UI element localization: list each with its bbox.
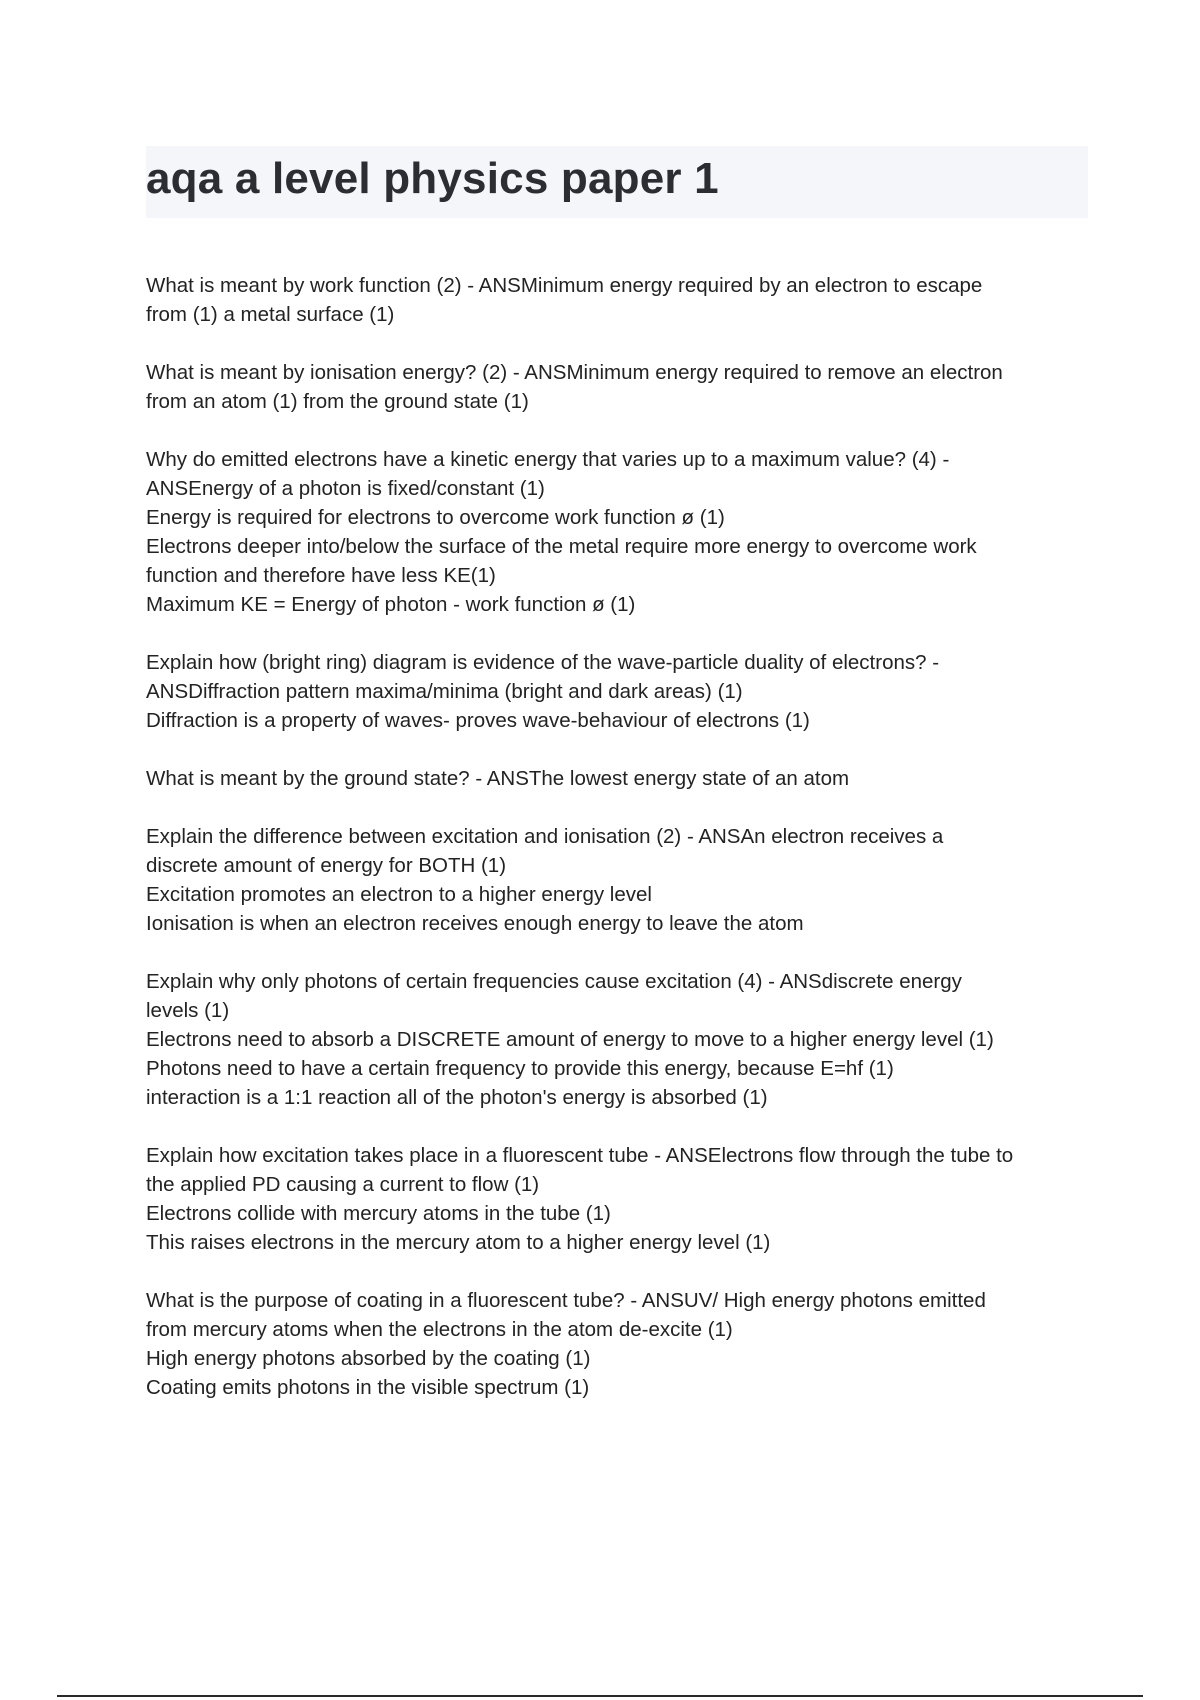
qa-text-line: discrete amount of energy for BOTH (1) <box>146 854 507 877</box>
qa-item <box>146 764 1091 793</box>
qa-text-line: Ionisation is when an electron receives enough energy to leave the atom <box>146 912 804 935</box>
qa-text-line: ANSDiffraction pattern maxima/minima (bright and dark areas) (1) <box>146 680 743 703</box>
qa-item <box>146 271 1091 329</box>
qa-item <box>146 445 1091 619</box>
qa-text-line: Maximum KE = Energy of photon - work function ø (1) <box>146 593 636 616</box>
qa-item <box>146 358 1091 416</box>
title-banner <box>146 146 1088 218</box>
qa-text-line: interaction is a 1:1 reaction all of the photon's energy is absorbed (1) <box>146 1086 768 1109</box>
page-title: aqa a level physics paper 1 <box>146 154 719 203</box>
qa-text-line: from an atom (1) from the ground state (1) <box>146 390 529 413</box>
qa-text-line: What is meant by the ground state? - ANSThe lowest energy state of an atom <box>146 767 850 790</box>
qa-text-line: Explain how (bright ring) diagram is evidence of the wave-particle duality of electrons? - <box>146 651 940 674</box>
qa-text-line: Explain the difference between excitation and ionisation (2) - ANSAn electron receives a <box>146 825 944 848</box>
qa-text-line: from (1) a metal surface (1) <box>146 303 395 326</box>
qa-text-line: ANSEnergy of a photon is fixed/constant (1) <box>146 477 545 500</box>
footer-divider <box>57 1695 1143 1697</box>
qa-item <box>146 967 1091 1112</box>
qa-text-line: Photons need to have a certain frequency to provide this energy, because E=hf (1) <box>146 1057 894 1080</box>
qa-text-line: Electrons deeper into/below the surface of the metal require more energy to overcome work <box>146 535 977 558</box>
qa-text-line: What is the purpose of coating in a fluorescent tube? - ANSUV/ High energy photons emitted <box>146 1289 986 1312</box>
qa-text-line: levels (1) <box>146 999 230 1022</box>
qa-text-line: Energy is required for electrons to overcome work function ø (1) <box>146 506 725 529</box>
qa-text-line: Diffraction is a property of waves- proves wave-behaviour of electrons (1) <box>146 709 810 732</box>
qa-item <box>146 1141 1091 1257</box>
qa-text-line: the applied PD causing a current to flow (1) <box>146 1173 540 1196</box>
qa-item <box>146 822 1091 938</box>
qa-text-line: What is meant by work function (2) - ANSMinimum energy required by an electron to escape <box>146 274 983 297</box>
qa-text-line: from mercury atoms when the electrons in the atom de-excite (1) <box>146 1318 733 1341</box>
qa-text-line: Excitation promotes an electron to a higher energy level <box>146 883 652 906</box>
qa-item <box>146 648 1091 735</box>
qa-text-line: function and therefore have less KE(1) <box>146 564 496 587</box>
qa-text-line: Explain how excitation takes place in a fluorescent tube - ANSElectrons flow through the tube to <box>146 1144 1014 1167</box>
qa-text-line: What is meant by ionisation energy? (2) - ANSMinimum energy required to remove an electron <box>146 361 1003 384</box>
qa-item <box>146 1286 1091 1402</box>
qa-list <box>146 271 1091 1431</box>
qa-text-line: Electrons need to absorb a DISCRETE amount of energy to move to a higher energy level (1) <box>146 1028 994 1051</box>
qa-text-line: High energy photons absorbed by the coating (1) <box>146 1347 591 1370</box>
qa-text-line: Electrons collide with mercury atoms in the tube (1) <box>146 1202 611 1225</box>
qa-text-line: Explain why only photons of certain frequencies cause excitation (4) - ANSdiscrete energy <box>146 970 962 993</box>
qa-text-line: Why do emitted electrons have a kinetic energy that varies up to a maximum value? (4) - <box>146 448 950 471</box>
qa-text-line: Coating emits photons in the visible spectrum (1) <box>146 1376 590 1399</box>
qa-text-line: This raises electrons in the mercury atom to a higher energy level (1) <box>146 1231 771 1254</box>
